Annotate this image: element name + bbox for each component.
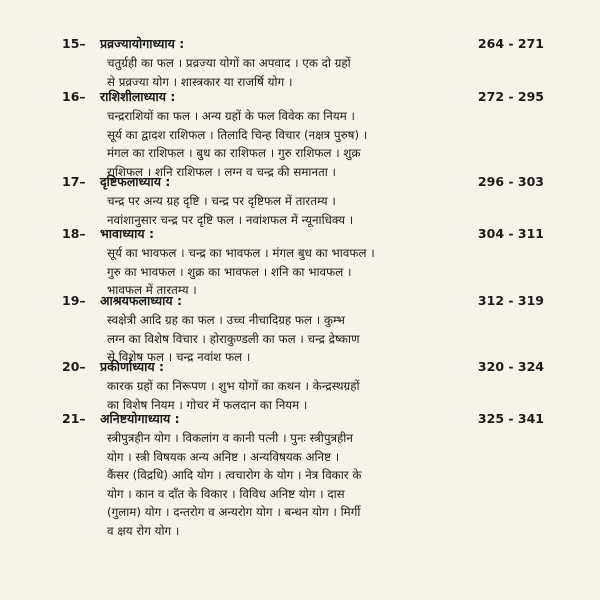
chapter-title: आश्रयफलाध्याय : xyxy=(100,293,183,308)
chapter-heading xyxy=(0,291,600,311)
chapter-heading xyxy=(0,172,600,192)
chapter-18 xyxy=(0,224,600,300)
content-line: गुरु का भावफल । शुक्र का भावफल । शनि का भावफल । xyxy=(107,264,352,279)
chapter-number: 18– xyxy=(62,226,86,241)
chapter-title: प्रकीर्णाध्याय : xyxy=(100,359,165,374)
content-line: स्वक्षेत्री आदि ग्रह का फल । उच्च नीचादिग्रह फल । कुम्भ xyxy=(107,313,345,327)
content-line: का विशेष नियम । गोचर में फलदान का नियम । xyxy=(107,397,308,412)
chapter-17 xyxy=(0,172,600,229)
chapter-number: 16– xyxy=(62,89,86,104)
chapter-title: भावाध्याय : xyxy=(100,226,155,241)
chapter-number: 20– xyxy=(62,359,86,374)
content-line: कैंसर (विद्रधि) आदि योग । त्वचारोग के योग । नेत्र विकार के xyxy=(107,468,362,482)
chapter-16 xyxy=(0,87,600,181)
page-range: 320 - 324 xyxy=(477,359,544,374)
chapter-title: राशिशीलाध्याय : xyxy=(100,89,176,104)
page-range: 325 - 341 xyxy=(477,411,544,426)
content-line: मंगल का राशिफल । बुध का राशिफल । गुरु राशिफल । शुक्र xyxy=(107,146,361,160)
content-line: सूर्य का भावफल । चन्द्र का भावफल । मंगल बुध का भावफल । xyxy=(107,246,375,260)
chapter-heading xyxy=(0,409,600,429)
chapter-number: 19– xyxy=(62,293,86,308)
content-line: लग्न का विशेष विचार । होराकुण्डली का फल । चन्द्र द्रेष्काण xyxy=(107,331,360,346)
page-range: 304 - 311 xyxy=(477,226,544,241)
content-line: योग । कान व दाँत के विकार । विविध अनिष्ट योग । दास xyxy=(107,486,345,501)
content-line: स्त्रीपुत्रहीन योग । विकलांग व कानी पत्नी । पुनः स्त्रीपुत्रहीन xyxy=(107,431,353,445)
chapter-21 xyxy=(0,409,600,540)
chapter-title: अनिष्टयोगाध्याय : xyxy=(100,411,180,426)
chapter-number: 15– xyxy=(62,36,86,51)
chapter-contents xyxy=(107,107,547,181)
content-line: सूर्य का द्वादश राशिफल । तिलादि चिन्ह विचार (नक्षत्र पुरुष) । xyxy=(107,127,368,142)
content-line: नवांशानुसार चन्द्र पर दृष्टि फल । नवांशफल में न्यूनाधिक्य । xyxy=(107,212,354,227)
page-range: 272 - 295 xyxy=(477,89,544,104)
content-line: (गुलाम) योग । दन्तरोग व अन्यरोग योग । बन्धन योग । मिर्गी xyxy=(107,505,361,519)
chapter-contents xyxy=(107,54,547,91)
chapter-heading xyxy=(0,87,600,107)
content-line: व क्षय रोग योग । xyxy=(107,523,180,538)
chapter-contents xyxy=(107,429,547,540)
chapter-heading xyxy=(0,224,600,244)
chapter-20 xyxy=(0,357,600,414)
page-range: 312 - 319 xyxy=(477,293,544,308)
chapter-title: दृष्टिफलाध्याय : xyxy=(100,174,171,189)
content-line: भावफल में तारतम्य । xyxy=(107,283,197,297)
content-line: योग । स्त्री विषयक अन्य अनिष्ट । अन्यविषयक अनिष्ट । xyxy=(107,449,340,464)
chapter-number: 17– xyxy=(62,174,86,189)
chapter-number: 21– xyxy=(62,411,86,426)
content-line: चतुर्ग्रही का फल । प्रव्रज्या योगों का अपवाद । एक दो ग्रहों xyxy=(107,56,351,70)
content-line: से प्रव्रज्या योग । शास्त्रकार या राजर्षि योग । xyxy=(107,74,293,89)
chapter-heading xyxy=(0,357,600,377)
content-line: चन्द्र पर अन्य ग्रह दृष्टि । चन्द्र पर दृष्टिफल में तारतम्य । xyxy=(107,194,336,208)
content-line: कारक ग्रहों का निरूपण । शुभ योगों का कथन । केन्द्रस्थग्रहों xyxy=(107,379,360,393)
content-line: राशिफल । शनि राशिफल । लग्न व चन्द्र की समानता । xyxy=(107,164,336,179)
chapter-15 xyxy=(0,34,600,91)
page-range: 264 - 271 xyxy=(477,36,544,51)
page-range: 296 - 303 xyxy=(477,174,544,189)
chapter-19 xyxy=(0,291,600,367)
content-line: चन्द्रराशियों का फल । अन्य ग्रहों के फल विवेक का नियम । xyxy=(107,109,355,123)
chapter-heading xyxy=(0,34,600,54)
chapter-title: प्रव्रज्यायोगाध्याय : xyxy=(100,36,185,51)
content-line: से विशेष फल । चन्द्र नवांश फल । xyxy=(107,350,251,364)
